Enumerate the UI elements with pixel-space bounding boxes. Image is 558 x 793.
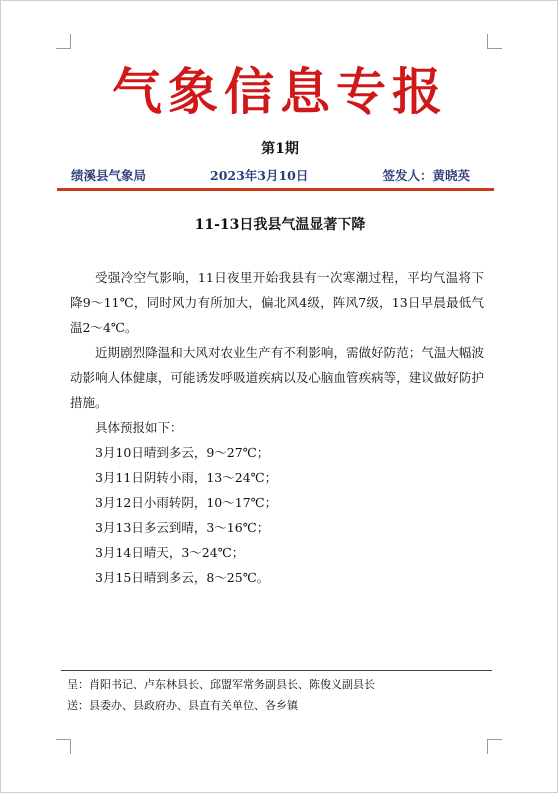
issue-date: 2023年3月10日: [210, 168, 309, 183]
masthead-title: 气象信息专报: [112, 62, 448, 121]
distribution-footer: [67, 674, 487, 716]
forecast-item: 3月11日阴转小雨，13～24℃；: [95, 470, 278, 485]
issuing-organization: 绩溪县气象局: [71, 168, 147, 183]
forecast-item: 3月14日晴天，3～24℃；: [95, 545, 245, 560]
crop-mark-top-left: [56, 34, 71, 49]
headline: 11-13日我县气温显著下降: [194, 217, 366, 233]
crop-mark-bottom-left: [56, 739, 71, 754]
report-to-line: 呈：肖阳书记、卢东林县长、邱盟军常务副县长、陈俊义副县长: [67, 678, 375, 691]
forecast-list: [70, 440, 484, 590]
forecast-item: 3月10日晴到多云，9～27℃；: [95, 445, 270, 460]
red-separator-line: [57, 188, 494, 191]
paragraph: 具体预报如下：: [95, 420, 183, 435]
forecast-item: 3月12日小雨转阴，10～17℃；: [95, 495, 278, 510]
forecast-item: 3月13日多云到晴，3～16℃；: [95, 520, 270, 535]
send-to-line: 送：县委办、县政府办、县直有关单位、各乡镇: [67, 699, 298, 712]
issue-number: 第1期: [261, 141, 299, 157]
body-text: [70, 265, 484, 590]
signer: 签发人：黄晓英: [382, 168, 470, 183]
forecast-item: 3月15日晴到多云，8～25℃。: [95, 570, 270, 585]
paragraph: 受强冷空气影响，11日夜里开始我县有一次寒潮过程，平均气温将下降9～11℃，同时风力有所加大，偏北风4级，阵风7级，13日早晨最低气温2～4℃。: [70, 270, 484, 335]
crop-mark-top-right: [487, 34, 502, 49]
paragraph: 近期剧烈降温和大风对农业生产有不利影响，需做好防范；气温大幅波动影响人体健康，可能诱发呼吸道疾病以及心脑血管疾病等，建议做好防护措施。: [70, 345, 484, 410]
info-bar: [71, 167, 476, 185]
crop-mark-bottom-right: [487, 739, 502, 754]
footer-separator-line: [61, 670, 492, 671]
